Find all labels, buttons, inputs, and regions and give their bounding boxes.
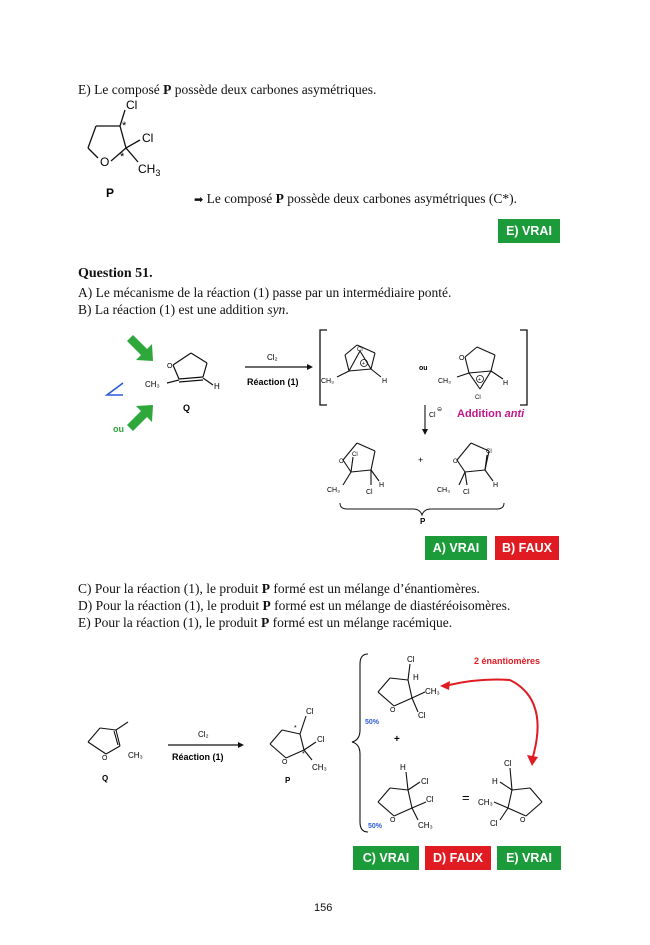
p-label: P bbox=[420, 517, 426, 526]
svg-text:=: = bbox=[462, 790, 470, 805]
verdict-b: B) FAUX bbox=[495, 536, 559, 560]
chlorine-top-label: Cl bbox=[126, 98, 138, 112]
ou-green-label: ou bbox=[113, 424, 124, 434]
reaction-1-label: Réaction (1) bbox=[247, 377, 299, 387]
prod2-cl-bottom: Cl bbox=[463, 489, 470, 496]
statement-b: B) La réaction (1) est une addition syn. bbox=[78, 302, 289, 317]
prod2-methyl: CH₃ bbox=[437, 487, 450, 494]
int2-methyl: CH₃ bbox=[438, 378, 451, 385]
cl2-label: Cl₂ bbox=[267, 353, 278, 362]
statement-e: E) Pour la réaction (1), le produit P formé est un mélange racémique. bbox=[78, 615, 453, 630]
svg-text:H: H bbox=[413, 673, 419, 682]
svg-text:Cl: Cl bbox=[490, 819, 498, 828]
bridged-cl-1: Cl bbox=[357, 347, 363, 353]
compound-p-label: P bbox=[106, 186, 115, 200]
q-methyl-label: CH₃ bbox=[145, 380, 160, 389]
svg-text:Cl: Cl bbox=[504, 759, 512, 768]
verdict-e-top: E) VRAI bbox=[498, 219, 560, 243]
svg-text:O: O bbox=[339, 459, 344, 465]
prod1-cl-bottom: Cl bbox=[366, 489, 373, 496]
question-title: Question 51. bbox=[78, 266, 153, 281]
cl2-label-2: Cl₂ bbox=[198, 730, 209, 739]
plane-angle-icon bbox=[107, 383, 123, 395]
ou-label: ou bbox=[419, 365, 428, 372]
svg-text:O: O bbox=[453, 459, 458, 465]
methyl-label: $CH_3$ bbox=[138, 162, 161, 178]
svg-text:O: O bbox=[282, 759, 288, 766]
statement-d: D) Pour la réaction (1), le produit P formé est un mélange de diastéréoisomères. bbox=[78, 598, 511, 613]
svg-text:O: O bbox=[520, 817, 526, 824]
svg-text:CH₃: CH₃ bbox=[418, 821, 433, 830]
svg-text:Cl: Cl bbox=[426, 795, 434, 804]
reaction-1-label-2: Réaction (1) bbox=[172, 752, 224, 762]
p-cl-right: Cl bbox=[317, 735, 325, 744]
bridged-cl-2: Cl bbox=[475, 395, 481, 401]
prod2-cl-top: Cl bbox=[486, 449, 492, 455]
svg-text:H: H bbox=[400, 763, 406, 772]
svg-text:O: O bbox=[390, 817, 396, 824]
q-h-label: H bbox=[214, 382, 220, 391]
p-methyl: CH₃ bbox=[312, 763, 327, 772]
attack-top-arrow-icon bbox=[127, 335, 153, 361]
page-number: 156 bbox=[314, 902, 333, 914]
svg-text:Cl: Cl bbox=[418, 711, 426, 720]
addition-anti-label: Addition anti bbox=[457, 408, 525, 420]
svg-text:Cl: Cl bbox=[407, 655, 415, 664]
chloride-label: Cl bbox=[429, 412, 436, 419]
q-methyl: CH₃ bbox=[128, 751, 143, 760]
verdict-e: E) VRAI bbox=[497, 846, 561, 870]
verdict-c: C) VRAI bbox=[353, 846, 419, 870]
conclusion-e: ➡ Le composé P possède deux carbones asymétriques (C*). bbox=[194, 191, 518, 206]
chloride-minus: ⊖ bbox=[437, 407, 443, 413]
int1-methyl: CH₃ bbox=[321, 378, 334, 385]
arrow-right-icon: ➡ bbox=[194, 193, 204, 206]
enantiomers-label: 2 énantiomères bbox=[474, 656, 541, 666]
svg-text:O: O bbox=[167, 363, 173, 370]
prod2-h: H bbox=[493, 482, 499, 489]
p-cl-top: Cl bbox=[306, 707, 314, 716]
positive-charge-1: + bbox=[362, 361, 365, 367]
asymmetric-star-2: * bbox=[120, 151, 125, 163]
q-label-2: Q bbox=[102, 774, 109, 783]
statement-a: A) Le mécanisme de la réaction (1) passe par un intermédiaire ponté. bbox=[78, 285, 452, 300]
statement-c: C) Pour la réaction (1), le produit P formé est un mélange d’énantiomères. bbox=[78, 581, 480, 596]
percent-label-1: 50% bbox=[365, 719, 380, 726]
svg-text:CH₃: CH₃ bbox=[478, 798, 493, 807]
verdict-a: A) VRAI bbox=[425, 536, 487, 560]
prod1-h: H bbox=[379, 482, 385, 489]
svg-text:O: O bbox=[102, 755, 108, 762]
chlorine-right-label: Cl bbox=[142, 131, 154, 145]
svg-text:O: O bbox=[459, 355, 465, 362]
prod1-methyl: CH₃ bbox=[327, 487, 340, 494]
prod1-cl-top: Cl bbox=[352, 452, 358, 458]
statement-e: E) Le composé P possède deux carbones asymétriques. bbox=[78, 82, 377, 97]
q-label: Q bbox=[183, 403, 191, 413]
oxygen-label: O bbox=[100, 155, 110, 169]
percent-label-2: 50% bbox=[368, 823, 383, 830]
svg-text:+: + bbox=[394, 734, 400, 745]
int2-h: H bbox=[503, 380, 509, 387]
int1-h: H bbox=[382, 378, 388, 385]
svg-text:Cl: Cl bbox=[421, 777, 429, 786]
products-plus: + bbox=[418, 455, 424, 465]
asymmetric-star-1: * bbox=[122, 120, 127, 132]
svg-text:*: * bbox=[302, 751, 305, 758]
p-label-2: P bbox=[285, 776, 291, 785]
mechanism-scheme bbox=[95, 325, 570, 530]
attack-bottom-arrow-icon bbox=[127, 405, 153, 431]
svg-text:*: * bbox=[294, 725, 297, 732]
compound-p-structure bbox=[78, 96, 188, 206]
svg-text:O: O bbox=[390, 707, 396, 714]
positive-charge-2: + bbox=[478, 377, 481, 383]
verdict-d: D) FAUX bbox=[425, 846, 491, 870]
stereo-scheme bbox=[80, 650, 570, 840]
svg-text:CH₃: CH₃ bbox=[425, 687, 440, 696]
svg-text:H: H bbox=[492, 777, 498, 786]
